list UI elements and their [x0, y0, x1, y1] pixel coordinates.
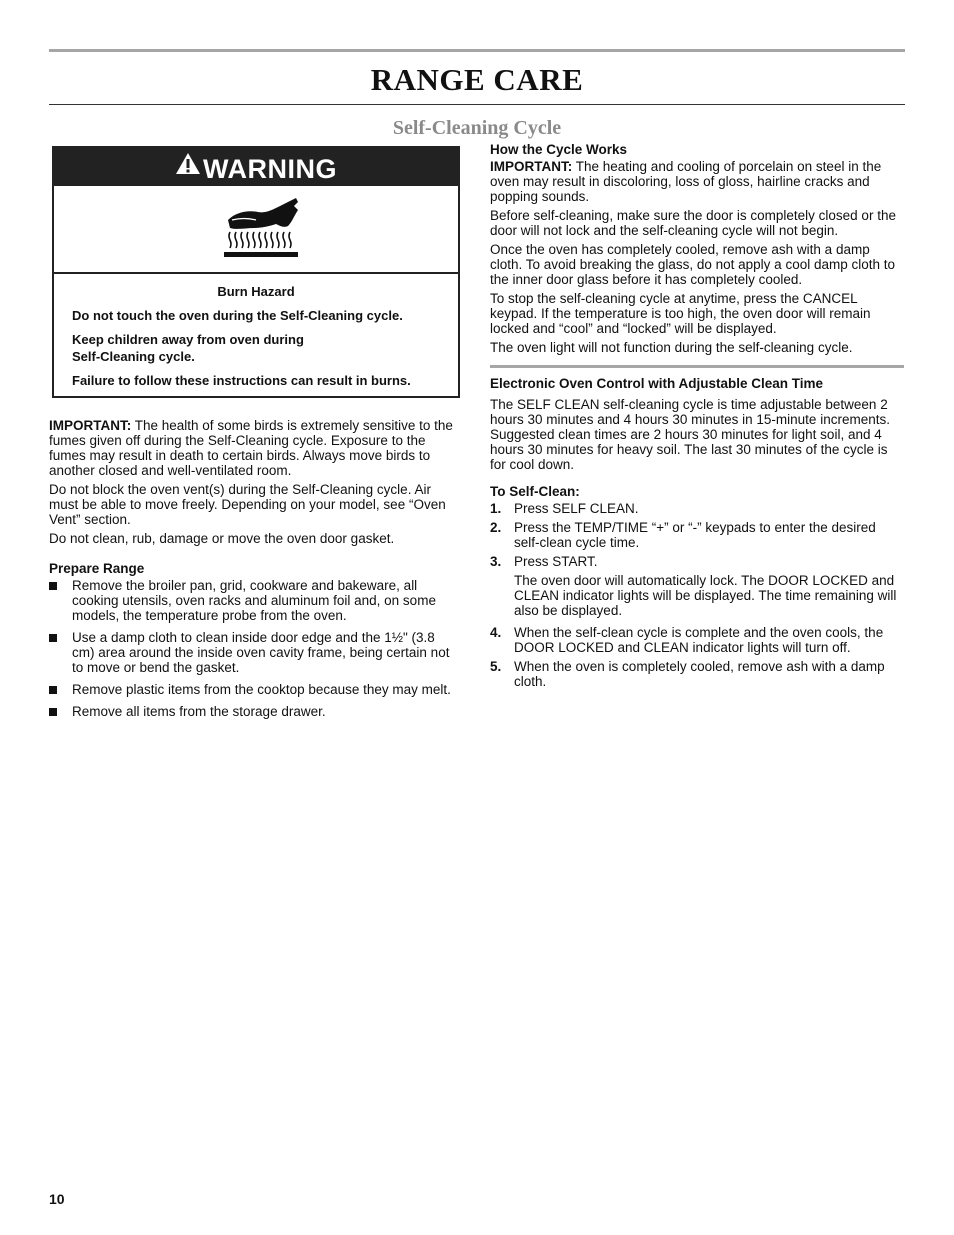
page-number: 10 [49, 1191, 65, 1207]
warning-line: Do not touch the oven during the Self-Cleaning cycle. [72, 308, 403, 323]
bullet-icon [49, 686, 57, 694]
bullet-icon [49, 634, 57, 642]
important-text: The heating and cooling of porcelain on steel in the oven may result in discoloring, loss of gloss, hairline cracks and popping sounds. [490, 159, 882, 204]
important-label: IMPORTANT: [490, 159, 573, 174]
step-text: When the self-clean cycle is complete and the oven cools, the DOOR LOCKED and CLEAN indicator lights will turn off. [514, 625, 884, 655]
step-number: 5. [490, 659, 502, 674]
page-title: RANGE CARE [370, 62, 584, 97]
warning-text [54, 274, 458, 396]
important-text: The health of some birds is extremely sensitive to the fumes given off during the Self-Cleaning cycle. Exposure to the fumes may result in death to certain birds. Always move birds to another closed and well-ventilated room. [49, 418, 453, 478]
birds-paragraph [49, 418, 461, 478]
right-column [490, 142, 904, 693]
list-item [49, 578, 461, 623]
to-clean-heading: To Self-Clean: [490, 484, 580, 499]
section-divider [490, 365, 904, 368]
list-item-text: Remove all items from the storage drawer. [72, 704, 326, 719]
prepare-heading: Prepare Range [49, 561, 145, 576]
clean-steps [490, 501, 904, 569]
step-item [490, 501, 904, 516]
warning-line: Failure to follow these instructions can result in burns. [72, 373, 411, 388]
eoc-paragraph: The SELF CLEAN self-cleaning cycle is time adjustable between 2 hours 30 minutes and 4 hours 30 minutes in 15-minute increments. Suggested clean times are 2 hours 30 minutes for light soil, and 4 hours 30 minutes for heavy soil. The last 30 minutes of the cycle is for cool down. [490, 397, 890, 472]
step-item [490, 554, 904, 569]
warning-line: Keep children away from oven during [72, 332, 304, 347]
hazard-title: Burn Hazard [217, 284, 295, 299]
title-rule [49, 104, 905, 105]
step-note: The oven door will automatically lock. The DOOR LOCKED and CLEAN indicator lights will be displayed. The time remaining will also be displayed. [514, 573, 897, 618]
step-number: 2. [490, 520, 502, 535]
step-text: Press START. [514, 554, 598, 569]
list-item-text: Use a damp cloth to clean inside door edge and the 1½" (3.8 cm) area around the inside oven cavity frame, being certain not to move or bend the gasket. [72, 630, 450, 675]
warning-line: Self-Cleaning cycle. [72, 349, 195, 364]
warning-label: WARNING [203, 153, 337, 184]
list-item-text: Remove plastic items from the cooktop because they may melt. [72, 682, 451, 697]
how-paragraph: Once the oven has completely cooled, remove ash with a damp cloth. To avoid breaking the glass, do not apply a cool damp cloth to the inner door glass before it has completely cooled. [490, 242, 896, 287]
bullet-icon [49, 708, 57, 716]
gasket-paragraph: Do not clean, rub, damage or move the oven door gasket. [49, 531, 395, 546]
how-heading: How the Cycle Works [490, 142, 628, 157]
clean-steps-continued [490, 625, 904, 689]
step-item [490, 520, 904, 550]
how-paragraph: The oven light will not function during the self-cleaning cycle. [490, 340, 853, 355]
list-item [49, 704, 461, 719]
warning-header [54, 148, 458, 186]
how-important-paragraph [490, 159, 904, 204]
warning-box [52, 146, 460, 398]
bullet-icon [49, 582, 57, 590]
step-item [490, 625, 904, 655]
left-body [49, 418, 461, 719]
burn-hazard-hand-icon [222, 198, 302, 264]
prepare-list [49, 578, 461, 719]
vent-paragraph: Do not block the oven vent(s) during the Self-Cleaning cycle. Air must be able to move freely. Depending on your model, see “Oven Vent” section. [49, 482, 446, 527]
list-item [49, 630, 461, 675]
step-number: 4. [490, 625, 502, 640]
section-title: Self-Cleaning Cycle [392, 117, 562, 139]
step-text: When the oven is completely cooled, remove ash with a damp cloth. [514, 659, 885, 689]
warning-triangle-icon [175, 147, 201, 185]
list-item [49, 682, 461, 697]
step-number: 1. [490, 501, 502, 516]
hazard-icon-area [54, 186, 458, 274]
top-rule [49, 49, 905, 52]
important-label: IMPORTANT: [49, 418, 132, 433]
step-number: 3. [490, 554, 502, 569]
step-text: Press SELF CLEAN. [514, 501, 639, 516]
eoc-heading: Electronic Oven Control with Adjustable Clean Time [490, 376, 824, 391]
how-paragraph: Before self-cleaning, make sure the door is completely closed or the door will not lock and the self-cleaning cycle will not begin. [490, 208, 896, 238]
list-item-text: Remove the broiler pan, grid, cookware and bakeware, all cooking utensils, oven racks and aluminum foil and, on some models, the temperature probe from the oven. [72, 578, 436, 623]
how-paragraph: To stop the self-cleaning cycle at anytime, press the CANCEL keypad. If the temperature is too high, the oven door will remain locked and “cool” and “locked” will be displayed. [490, 291, 871, 336]
left-column [49, 146, 461, 726]
step-item [490, 659, 904, 689]
step-text: Press the TEMP/TIME “+” or “-” keypads to enter the desired self-clean cycle time. [514, 520, 876, 550]
